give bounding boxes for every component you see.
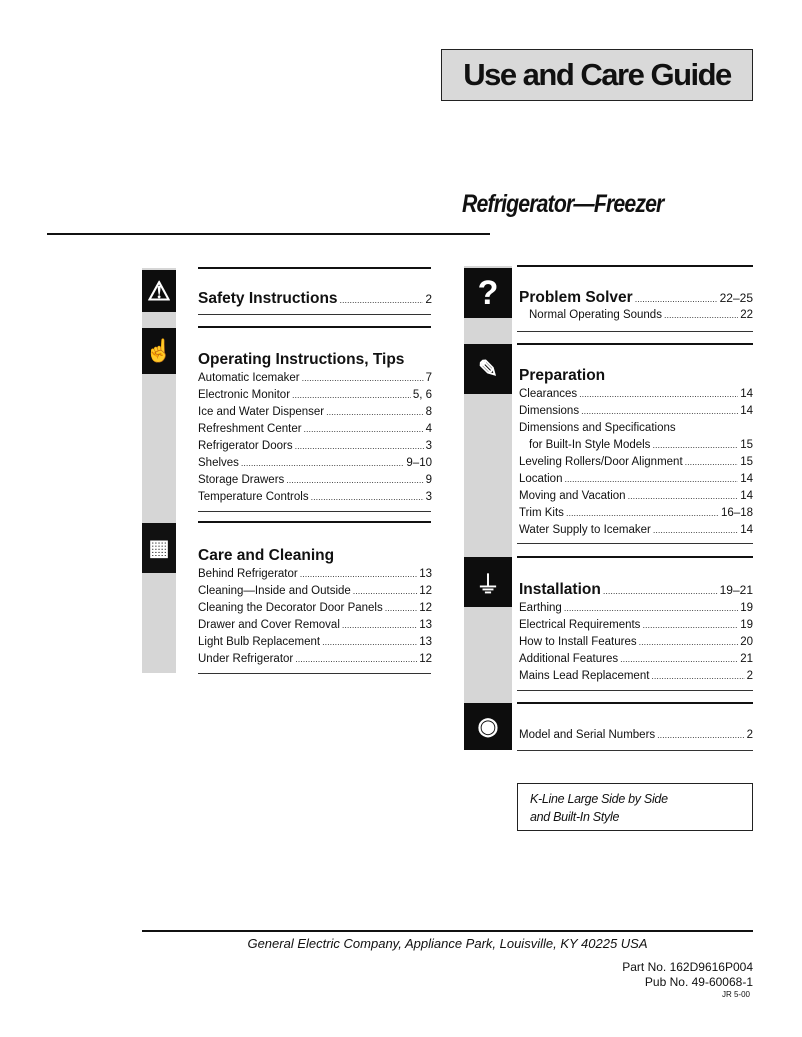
toc-entry[interactable]: Temperature Controls ..... 3 (198, 489, 432, 506)
toc-section-preparation (519, 367, 753, 539)
toc-entry[interactable]: Cleaning the Decorator Door Panels ..... 12 (198, 600, 432, 617)
section-title: Operating Instructions, Tips (198, 351, 405, 368)
guide-title: Use and Care Guide (441, 49, 753, 101)
toc-entry[interactable]: Dimensions and Specifications (519, 422, 676, 434)
toc-entry[interactable]: Safety Instructions ..... 2 (198, 290, 432, 308)
toc-entry[interactable]: Installation ..... 19–21 (519, 581, 753, 599)
toc-entry[interactable]: Earthing ..... 19 (519, 600, 753, 617)
toc-entry[interactable]: Dimensions ..... 14 (519, 403, 753, 420)
camera-icon: ◉ (464, 703, 512, 750)
toc-entry[interactable]: Mains Lead Replacement ..... 2 (519, 668, 753, 685)
toc-entry[interactable]: Automatic Icemaker ..... 7 (198, 370, 432, 387)
print-code: JR 5-00 (721, 990, 750, 999)
toc-entry[interactable]: Electrical Requirements ..... 19 (519, 617, 753, 634)
toc-entry[interactable]: Clearances ..... 14 (519, 386, 753, 403)
hand-pressing-icon: ☝ (142, 328, 176, 374)
toc-section-care (198, 547, 432, 668)
product-subtitle: Refrigerator—Freezer (462, 190, 664, 218)
toc-entry[interactable]: Refrigerator Doors ..... 3 (198, 438, 432, 455)
sponge-icon: ▦ (142, 523, 176, 573)
toc-entry[interactable]: Cleaning—Inside and Outside ..... 12 (198, 583, 432, 600)
toc-entry[interactable]: Storage Drawers ..... 9 (198, 472, 432, 489)
toc-section-operating (198, 351, 432, 506)
toc-entry[interactable]: Refreshment Center ..... 4 (198, 421, 432, 438)
toc-entry[interactable]: Location ..... 14 (519, 471, 753, 488)
toc-entry[interactable]: Additional Features ..... 21 (519, 651, 753, 668)
toc-entry[interactable]: Leveling Rollers/Door Alignment ..... 15 (519, 454, 753, 471)
footer-rule (142, 930, 753, 932)
toc-entry[interactable]: Electronic Monitor ..... 5, 6 (198, 387, 432, 404)
divider (47, 233, 490, 235)
company-address: General Electric Company, Appliance Park, Louisville, KY 40225 USA (247, 936, 648, 951)
warning-icon: ⚠ (142, 270, 176, 312)
toc-entry[interactable]: Water Supply to Icemaker ..... 14 (519, 522, 753, 539)
toc-entry[interactable]: Problem Solver ..... 22–25 (519, 289, 753, 307)
model-line-2: and Built-In Style (530, 810, 620, 824)
plug-icon: ⏚ (464, 557, 512, 607)
question-face-icon: ? (464, 268, 512, 318)
toc-entry[interactable]: Moving and Vacation ..... 14 (519, 488, 753, 505)
toc-entry[interactable]: How to Install Features ..... 20 (519, 634, 753, 651)
toc-entry[interactable]: Ice and Water Dispenser ..... 8 (198, 404, 432, 421)
toc-entry[interactable]: Under Refrigerator ..... 12 (198, 651, 432, 668)
toc-entry[interactable]: Behind Refrigerator ..... 13 (198, 566, 432, 583)
screwdriver-icon: ✎ (464, 344, 512, 394)
toc-entry[interactable]: Light Bulb Replacement ..... 13 (198, 634, 432, 651)
part-number: Part No. 162D9616P004 (622, 960, 753, 974)
right-sidebar-strip (464, 266, 512, 750)
model-line-box (517, 783, 753, 831)
toc-section-installation (519, 581, 753, 685)
toc-entry[interactable]: for Built-In Style Models ..... 15 (519, 437, 753, 454)
section-title: Care and Cleaning (198, 547, 335, 564)
toc-section-safety (198, 290, 432, 308)
toc-section-problem-solver (519, 289, 753, 324)
toc-entry[interactable]: Trim Kits ..... 16–18 (519, 505, 753, 522)
toc-entry[interactable]: Normal Operating Sounds ..... 22 (519, 307, 753, 324)
toc-entry[interactable]: Drawer and Cover Removal ..... 13 (198, 617, 432, 634)
toc-section-model (519, 727, 753, 744)
pub-number: Pub No. 49-60068-1 (644, 975, 753, 989)
toc-entry[interactable]: Model and Serial Numbers ..... 2 (519, 727, 753, 744)
toc-entry[interactable]: Shelves ..... 9–10 (198, 455, 432, 472)
model-line-1: K-Line Large Side by Side (530, 792, 668, 806)
section-title: Preparation (519, 367, 606, 384)
